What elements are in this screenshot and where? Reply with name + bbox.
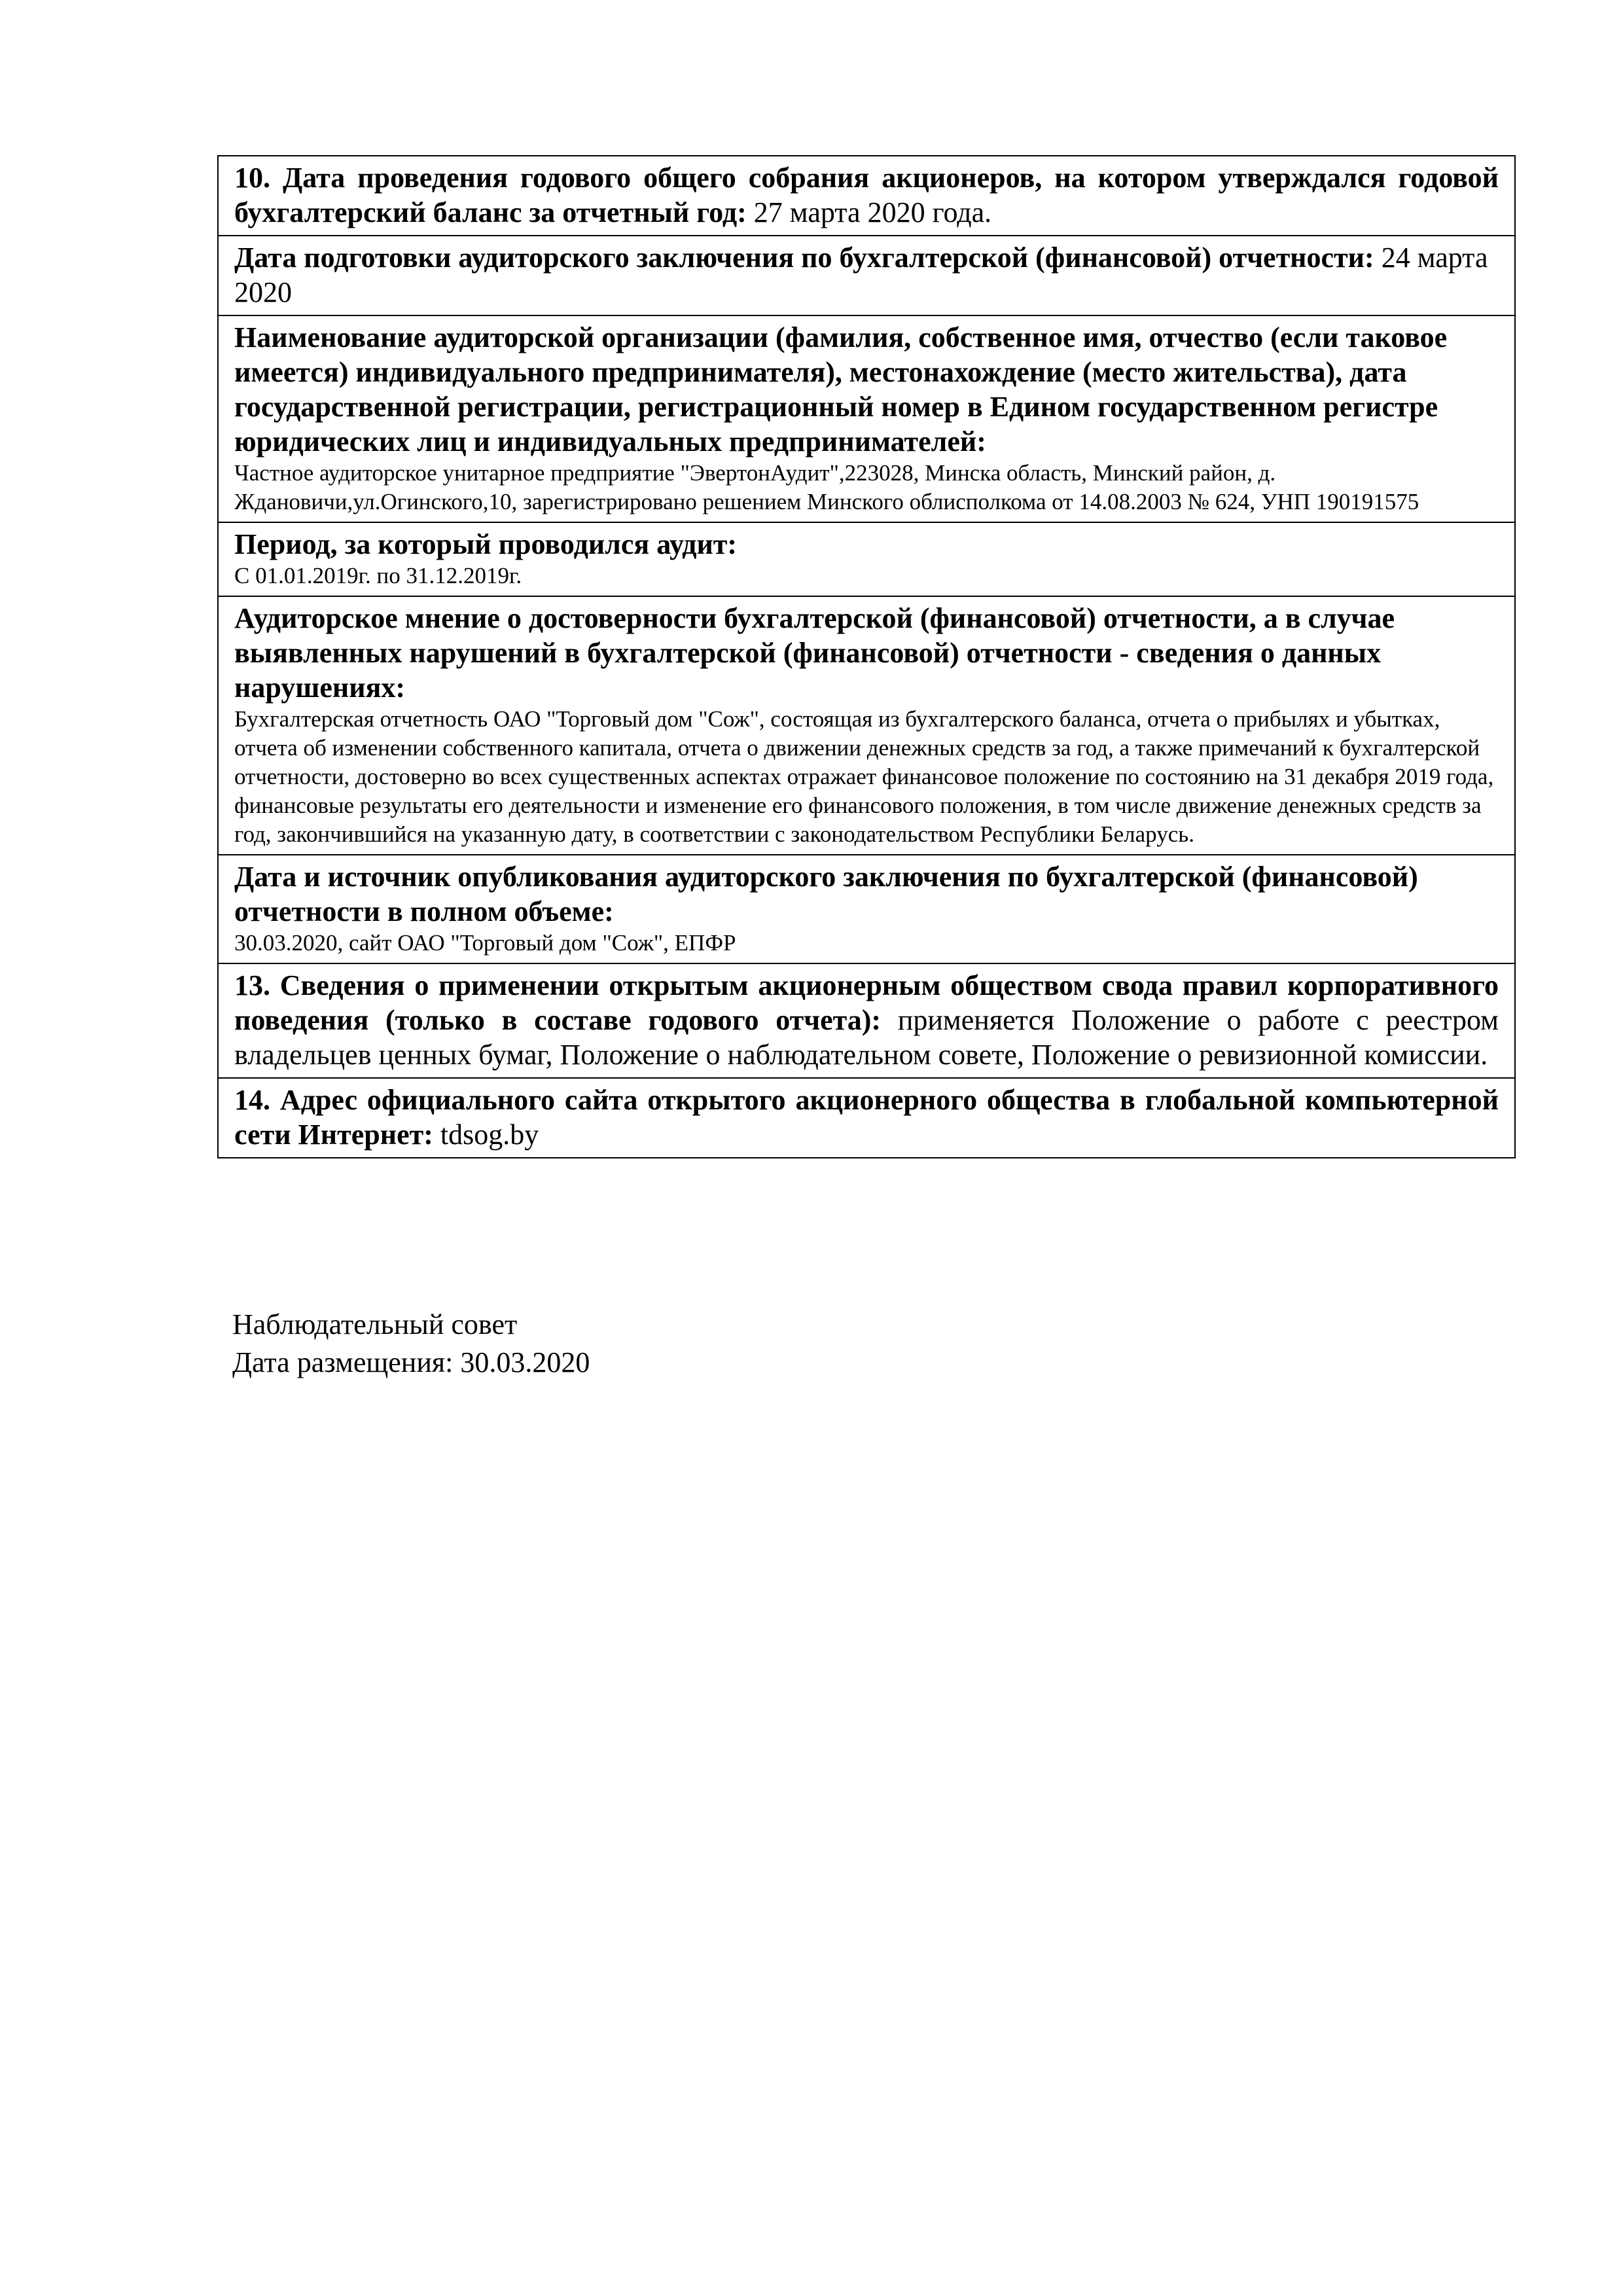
website-label: 14. Адрес официального сайта открытого акционерного общества в глобальной компьютерной сети Интернет: [234,1084,1499,1151]
governance-code-value: применяется Положение о работе с реестром владельцев ценных бумаг, Положение о наблюдательном совете, Положение о ревизионной комиссии. [234,1004,1499,1071]
table-row [218,963,1515,1078]
audit-period-value: С 01.01.2019г. по 31.12.2019г. [234,563,522,588]
table-row [218,596,1515,855]
audit-period-cell [218,522,1515,596]
publication-cell [218,855,1515,963]
audit-report-date-cell [218,236,1515,315]
website-value: tdsog.by [433,1119,539,1151]
audit-firm-cell [218,315,1515,522]
audit-report-date-value: 24 марта 2020 [234,242,1488,308]
audit-firm-value: Частное аудиторское унитарное предприятие "ЭвертонАудит",223028, Минска область, Минский район, д. Ждановичи,ул.Огинского,10, зарегистрировано решением Минского облисполкома от 14.08.2003 № 624, УНП 190191575 [234,460,1419,514]
publication-label: Дата и источник опубликования аудиторского заключения по бухгалтерской (финансовой) отчетности в полном объеме: [234,861,1418,927]
footer [232,1306,590,1382]
audit-opinion-cell [218,596,1515,855]
agm-date-label: 10. Дата проведения годового общего собрания акционеров, на котором утверждался годовой бухгалтерский баланс за отчетный год: [234,162,1499,228]
audit-firm-label: Наименование аудиторской организации (фамилия, собственное имя, отчество (если таковое имеется) индивидуального предпринимателя), местонахождение (место жительства), дата государственной регистрации, регистрационный номер в Едином государственном регистре юридических лиц и индивидуальных предпринимателей: [234,321,1448,457]
publication-value: 30.03.2020, сайт ОАО "Торговый дом "Сож", ЕПФР [234,930,736,956]
table-row [218,315,1515,522]
table-row [218,236,1515,315]
issuer-name: Наблюдательный совет [232,1308,518,1340]
agm-date-cell [218,156,1515,236]
table-row [218,156,1515,236]
website-cell [218,1078,1515,1158]
audit-report-date-label: Дата подготовки аудиторского заключения по бухгалтерской (финансовой) отчетности: [234,242,1374,274]
placement-date: Дата размещения: 30.03.2020 [232,1346,590,1378]
audit-period-label: Период, за который проводился аудит: [234,528,738,560]
governance-code-cell [218,963,1515,1078]
table-row [218,1078,1515,1158]
table-row [218,855,1515,963]
audit-opinion-label: Аудиторское мнение о достоверности бухгалтерской (финансовой) отчетности, а в случае выявленных нарушений в бухгалтерской (финансовой) отчетности - сведения о данных нарушениях: [234,602,1395,704]
disclosure-table [217,155,1516,1158]
governance-code-label: 13. Сведения о применении открытым акционерным обществом свода правил корпоративного поведения (только в составе годового отчета): [234,969,1499,1036]
audit-opinion-value: Бухгалтерская отчетность ОАО "Торговый дом "Сож", состоящая из бухгалтерского баланса, отчета о прибылях и убытках, отчета об изменении собственного капитала, отчета о движении денежных средств за год, а также примечаний к бухгалтерской отчетности, достоверно во всех существенных аспектах отражает финансовое положение по состоянию на 31 декабря 2019 года, финансовые результаты его деятельности и изменение его финансового положения, в том числе движение денежных средств за год, закончившийся на указанную дату, в соответствии с законодательством Республики Беларусь. [234,706,1494,847]
agm-date-value: 27 марта 2020 года. [746,196,992,228]
table-row [218,522,1515,596]
